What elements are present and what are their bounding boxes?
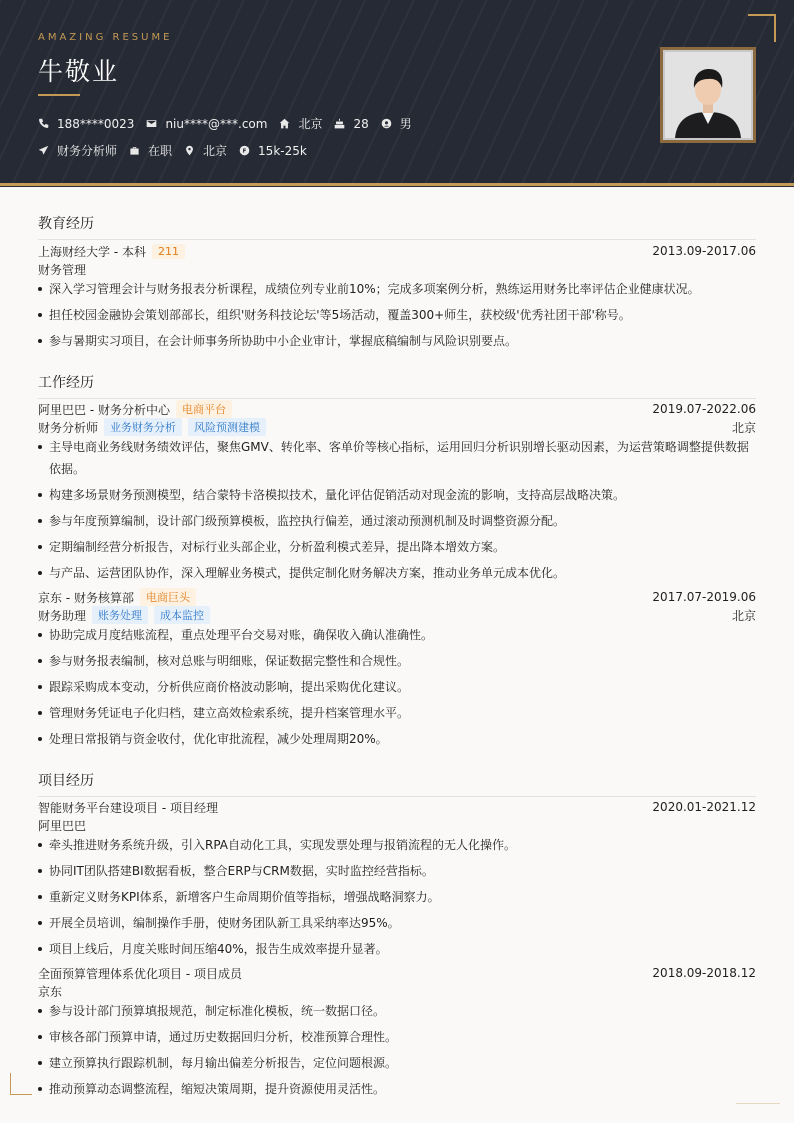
home-icon [279,118,290,129]
list-item: 参与财务报表编制，核对总账与明细账，保证数据完整性和合规性。 [38,650,750,672]
project-entry-header [38,799,756,815]
location-pin-icon [184,145,195,156]
project-org: 阿里巴巴 [38,818,87,833]
city-text: 北京 [203,144,228,158]
send-icon [38,145,49,156]
phone-icon [38,118,49,129]
project-entry-header [38,965,756,981]
salary-info [239,144,307,158]
list-item: 协助完成月度结账流程，重点处理平台交易对账，确保收入确认准确性。 [38,624,750,646]
phone-text: 188****0023 [57,116,135,131]
section-title-education: 教育经历 [38,213,756,240]
education-entry-header [38,243,756,259]
role-tag: 业务财务分析 [104,418,182,436]
job-date: 2019.07-2022.06 [652,402,756,416]
job-company: 京东 - 财务核算部 [38,590,134,605]
header-dark-rule [0,186,794,187]
education-major: 财务管理 [38,262,87,277]
project-name: 智能财务平台建设项目 - 项目经理 [38,800,218,815]
school-tag: 211 [152,244,185,259]
project-org-line [38,817,756,833]
job-intent-row [38,142,319,159]
list-item: 定期编制经营分析报告，对标行业头部企业，分析盈利模式差异，提出降本增效方案。 [38,536,750,558]
project-org: 京东 [38,984,63,999]
section-title-work: 工作经历 [38,372,756,399]
list-item: 构建多场景财务预测模型，结合蒙特卡洛模拟技术，量化评估促销活动对现金流的影响，支持高层战略决策。 [38,484,750,506]
job-role: 财务分析师 [38,420,99,435]
list-item: 协同IT团队搭建BI数据看板，整合ERP与CRM数据，实时监控经营指标。 [38,860,750,882]
list-item: 跟踪采购成本变动，分析供应商价格波动影响，提出采购优化建议。 [38,676,750,698]
role-tag: 账务处理 [92,606,148,624]
education-major-line [38,261,756,277]
list-item: 推动预算动态调整流程，缩短决策周期，提升资源使用灵活性。 [38,1078,750,1100]
education-date: 2013.09-2017.06 [652,244,756,258]
job-city: 北京 [731,420,756,435]
job-entry-header [38,401,756,417]
list-item: 审核各部门预算申请，通过历史数据回归分析，校准预算合理性。 [38,1026,750,1048]
mail-icon [146,118,157,129]
job-role: 财务助理 [38,608,87,623]
email-info [146,117,267,131]
location-info [279,115,322,132]
list-item: 参与年度预算编制，设计部门级预算模板，监控执行偏差，通过滚动预测机制及时调整资源分配。 [38,510,750,532]
corner-ornament [10,1073,32,1095]
profile-photo [660,47,756,143]
role-tag: 成本监控 [154,606,210,624]
money-icon [239,145,250,156]
list-item: 建立预算执行跟踪机制，每月输出偏差分析报告，定位问题根源。 [38,1052,750,1074]
job-role-line [38,607,756,623]
resume-header [0,0,794,183]
job-date: 2017.07-2019.06 [652,590,756,604]
list-item: 担任校园金融协会策划部部长，组织'财务科技论坛'等5场活动，覆盖300+师生，获校级'优秀社团干部'称号。 [38,304,750,326]
candidate-name: 牛敬业 [38,57,120,86]
age-text: 28 [353,116,369,131]
corner-ornament [736,1103,780,1104]
gender-info [381,115,412,132]
corner-ornament [748,14,776,42]
school-name: 上海财经大学 - 本科 [38,244,146,259]
list-item: 管理财务凭证电子化归档，建立高效检索系统，提升档案管理水平。 [38,702,750,724]
role-tag: 风险预测建模 [188,418,266,436]
list-item: 开展全员培训，编制操作手册，使财务团队新工具采纳率达95%。 [38,912,750,934]
phone-info [38,117,134,131]
age-info [334,117,368,131]
job-company-group [38,588,196,606]
job-role-line [38,419,756,435]
name-underline [38,94,80,96]
gender-text: 男 [399,117,412,131]
job-role-group [38,606,210,624]
list-item: 重新定义财务KPI体系，新增客户生命周期价值等指标，增强战略洞察力。 [38,886,750,908]
status-info [129,142,172,159]
salary-text: 15k-25k [258,143,307,158]
list-item: 牵头推进财务系统升级，引入RPA自动化工具，实现发票处理与报销流程的无人化操作。 [38,834,750,856]
briefcase-icon [129,145,140,156]
project-date: 2020.01-2021.12 [652,800,756,814]
portrait-image [665,52,751,138]
job-city: 北京 [731,608,756,623]
list-item: 主导电商业务线财务绩效评估，聚焦GMV、转化率、客单价等核心指标，运用回归分析识别增长驱动因素，为运营策略调整提供数据依据。 [38,436,750,480]
company-tag: 电商巨头 [140,588,196,606]
list-item: 参与暑期实习项目，在会计师事务所协助中小企业审计，掌握底稿编制与风险识别要点。 [38,330,750,352]
section-title-projects: 项目经历 [38,770,756,797]
resume-kicker: AMAZING RESUME [38,32,173,43]
list-item: 项目上线后，月度关账时间压缩40%，报告生成效率提升显著。 [38,938,750,960]
city-info [184,142,227,159]
status-text: 在职 [148,144,173,158]
job-target-text: 财务分析师 [57,144,118,158]
contact-row [38,115,424,132]
gender-icon [381,118,392,129]
email-text: niu****@***.com [165,116,268,131]
project-org-line [38,983,756,999]
job-company-group [38,400,232,418]
avatar [665,52,751,138]
job-company: 阿里巴巴 - 财务分析中心 [38,402,170,417]
list-item: 与产品、运营团队协作，深入理解业务模式，提供定制化财务解决方案，推动业务单元成本优化。 [38,562,750,584]
project-date: 2018.09-2018.12 [652,966,756,980]
list-item: 参与设计部门预算填报规范，制定标准化模板，统一数据口径。 [38,1000,750,1022]
list-item: 处理日常报销与资金收付，优化审批流程，减少处理周期20%。 [38,728,750,750]
job-entry-header [38,589,756,605]
cake-icon [334,118,345,129]
job-role-group [38,418,266,436]
company-tag: 电商平台 [176,400,232,418]
job-target-info [38,142,117,159]
project-name: 全面预算管理体系优化项目 - 项目成员 [38,966,242,981]
location-text: 北京 [298,117,323,131]
education-school-group [38,243,185,260]
list-item: 深入学习管理会计与财务报表分析课程，成绩位列专业前10%；完成多项案例分析，熟练运用财务比率评估企业健康状况。 [38,278,750,300]
